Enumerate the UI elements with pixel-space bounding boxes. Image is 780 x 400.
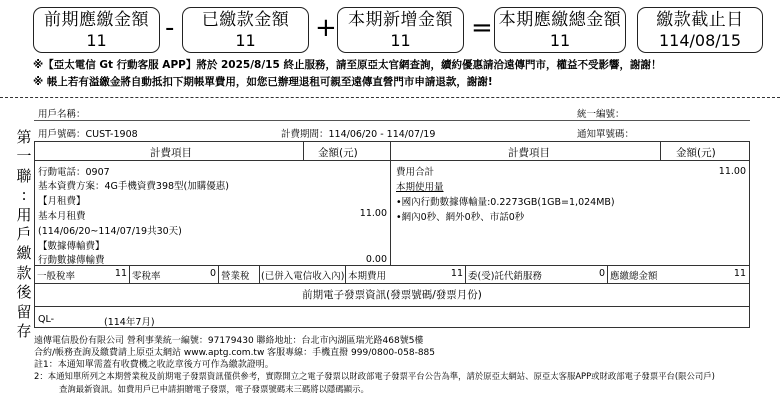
data-usage: •國內行動數據傳輸量:0.2273GB(1GB=1,024MB)	[396, 197, 615, 208]
overpayment-notice: ※ 帳上若有溢繳金將自動抵扣下期帳單費用，如您已辦理退租可親至遠傳直營門市申請退款，謝謝!	[33, 76, 493, 88]
equals-operator: =	[471, 13, 493, 43]
new-charges-box	[337, 7, 464, 53]
new-charges-label: 本期新增金額	[348, 10, 453, 30]
fee-total-amount: 11.00	[718, 166, 746, 177]
paid-amount-value: 11	[235, 31, 256, 50]
previous-due-value: 11	[86, 31, 107, 50]
zero-tax-label: 零稅率	[132, 271, 161, 282]
right-item-header: 計費項目	[508, 147, 550, 159]
note-2: 2：本通知單所列之本期營業稅及前期電子發票資訊僅供參考，實際開立之電子發票以財政部電子發票平台公告為準，請於原亞太網站、原亞太客服APP或財政部電子發票平台(限公司戶)	[34, 371, 715, 381]
fee-total-label: 費用合計	[396, 167, 435, 178]
header-divider-left	[303, 142, 304, 161]
billing-period: 計費期間：114/06/20 - 114/07/19	[281, 129, 436, 140]
copy-label: 第 一 聯 : 用 戶 繳 款 後 留 存	[16, 128, 32, 341]
plan-name: 基本資費方案：4G手機資費398型(加購優惠)	[38, 181, 229, 192]
total-due-box	[494, 7, 626, 53]
consignment-value: 0	[598, 268, 605, 279]
einvoice-month: (114年7月)	[104, 317, 155, 328]
consignment-label: 委(受)託代銷服務	[468, 271, 542, 282]
business-tax-label: 營業稅	[221, 271, 250, 282]
period-fee-label: 本期費用	[348, 271, 387, 282]
monthly-fee-tag: 【月租費】	[38, 196, 86, 207]
left-item-header: 計費項目	[150, 147, 192, 159]
header-divider-right	[660, 142, 661, 161]
tax-id-label: 統一編號：	[577, 109, 625, 120]
note-2-continued: 查詢最新資訊。如費用戶已申請捐贈電子發票，電子發票號碼末三碼將以隱碼顯示。	[59, 384, 369, 394]
total-payable-label: 應繳總金額	[610, 271, 658, 282]
phone-number: 行動電話：0907	[38, 167, 110, 178]
monthly-fee-label: 基本月租費	[38, 211, 86, 222]
app-termination-notice: ※【亞太電信 Gt 行動客服 APP】將於 2025/8/15 終止服務，請至原亞太官網查詢，續約優惠請洽遠傳門市，權益不受影響，謝謝！	[33, 59, 662, 71]
paid-amount-label: 已繳款金額	[201, 10, 290, 30]
tax-included-note: (已併入電信收入內)	[261, 271, 345, 282]
new-charges-value: 11	[390, 31, 411, 50]
einvoice-title: 前期電子發票資訊(發票號碼/發票月份)	[302, 289, 482, 301]
service-contact: 合約/帳務查詢及繳費請上原亞太網站 www.aptg.com.tw 客服專線：手機直撥 999/0800-058-885	[34, 348, 436, 358]
billing-table	[34, 141, 750, 328]
due-date-value: 114/08/15	[658, 31, 742, 50]
table-header	[35, 142, 749, 161]
data-fee-label: 行動數據傳輸費	[38, 255, 105, 266]
total-due-label: 本期應繳總金額	[498, 10, 622, 30]
right-amount-header: 金額(元)	[676, 147, 716, 159]
customer-name-label: 用戶名稱：	[38, 109, 86, 120]
note-1: 註1：本通知單需蓋有收費機之收訖章後方可作為繳款證明。	[34, 360, 274, 370]
info-divider	[34, 120, 750, 121]
user-number: 用戶號碼：CUST-1908	[38, 129, 138, 140]
amount-summary	[0, 0, 780, 56]
einvoice-number: QL-	[38, 314, 55, 325]
previous-due-box	[33, 7, 160, 53]
previous-due-label: 前期應繳金額	[44, 10, 149, 30]
due-date-box	[637, 7, 763, 53]
paid-amount-box	[182, 7, 309, 53]
monthly-fee-amount: 11.00	[359, 208, 387, 219]
usage-title: 本期使用量	[396, 182, 444, 193]
monthly-fee-period: (114/06/20~114/07/19共30天)	[38, 226, 182, 237]
general-tax-value: 11	[114, 268, 127, 279]
general-tax-label: 一般稅率	[37, 271, 76, 282]
voice-usage: •網內0秒、網外0秒、市話0秒	[396, 212, 525, 223]
minus-operator: -	[165, 13, 175, 43]
tear-line	[0, 97, 780, 98]
data-fee-tag: 【數據傳輸費】	[38, 241, 105, 252]
plus-operator: +	[315, 13, 337, 43]
period-fee-value: 11	[450, 268, 463, 279]
total-payable-value: 11	[733, 268, 746, 279]
company-info: 遠傳電信股份有限公司 營利事業統一編號：97179430 聯絡地址：台北市內湖區瑞光路468號5樓	[34, 336, 424, 346]
center-divider	[390, 142, 391, 265]
left-amount-header: 金額(元)	[318, 147, 358, 159]
zero-tax-value: 0	[209, 268, 216, 279]
total-due-value: 11	[549, 31, 571, 50]
due-date-label: 繳款截止日	[656, 10, 744, 30]
notice-number-label: 通知單號碼：	[577, 129, 635, 140]
data-fee-amount: 0.00	[365, 254, 387, 265]
